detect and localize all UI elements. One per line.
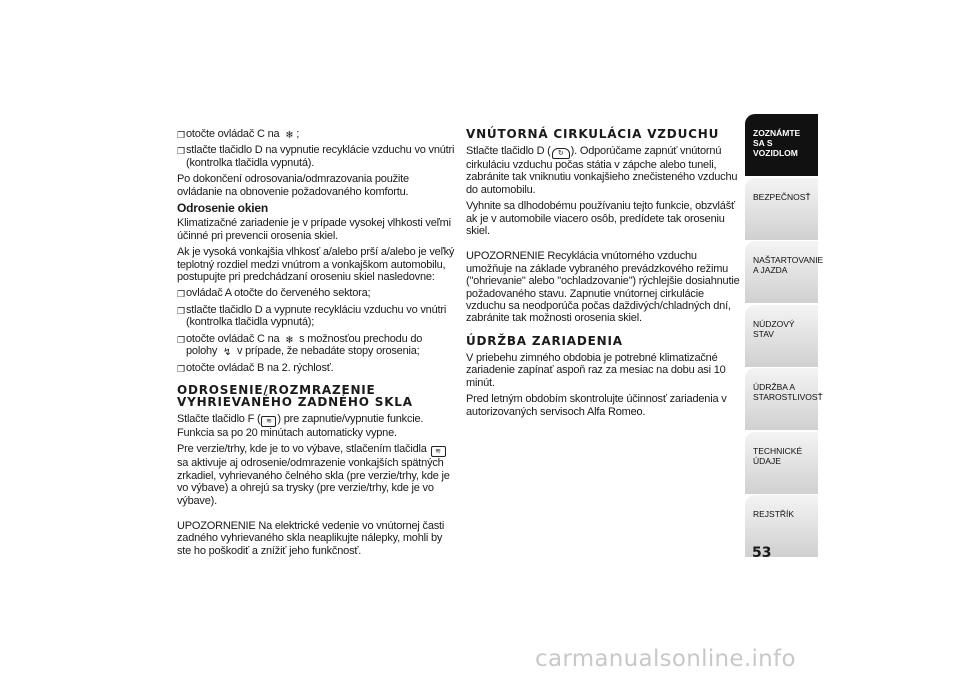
bullet-item: ❒ ovládač A otočte do červeného sektora; [177, 287, 371, 300]
windshield-defrost-icon: ❄ [285, 130, 294, 141]
section-heading: ÚDRŽBA ZARIADENIA [466, 333, 623, 348]
tab-udrzba[interactable]: ÚDRŽBA A STAROSTLIVOSŤ [745, 368, 818, 430]
tab-rejstrik[interactable]: REJSTŘÍK [745, 495, 818, 557]
rear-defrost-icon: ≋ [431, 446, 446, 457]
paragraph: V priebehu zimného obdobia je potrebné klimatizačné zariadenie zapínať aspoň raz za mesiac na dobu asi 10 minút. [466, 351, 726, 389]
checkbox-bullet-icon: ❒ [177, 146, 185, 157]
recirculation-icon: ↻ [552, 148, 570, 159]
bullet-item: ❒ otočte ovládač C na ❄ ; [177, 128, 300, 141]
bullet-item: ❒ stlačte tlačidlo D na vypnutie recyklácie vzduchu vo vnútri (kontrolka tlačidla vypnutá). [177, 144, 455, 169]
rear-defrost-icon: ≋ [261, 416, 276, 427]
chapter-tabs [745, 114, 824, 559]
tab-technicke-udaje[interactable]: TECHNICKÉ ÚDAJE [745, 432, 818, 494]
bullet-item: ❒ otočte ovládač C na ❄ s možnosťou prechodu do polohy ↯ v prípade, že nebadáte stopy orosenia; [177, 332, 423, 359]
section-heading: ODROSENIE/ROZMRAZENIE VYHRIEVANÉHO ZADNÉHO SKLA [177, 382, 413, 409]
paragraph: Vyhnite sa dlhodobému používaniu tejto funkcie, obzvlášť ak je v automobile viacero osôb, predídete tak oroseniu skiel. [466, 200, 735, 238]
watermark: carmanualsonline.info [535, 646, 796, 672]
paragraph: Pred letným obdobím skontrolujte účinnosť zariadenia v autorizovaných servisoch Alfa Romeo. [466, 393, 727, 418]
paragraph: Po dokončení odrosovania/odmrazovania použite ovládanie na obnovenie požadovaného komfortu. [177, 173, 409, 198]
tab-nudzovy-stav[interactable]: NÚDZOVÝ STAV [745, 305, 818, 367]
left-column [177, 128, 455, 561]
tab-nastartovanie[interactable]: NAŠTARTOVANIE A JAZDA [745, 241, 818, 303]
warning-paragraph: UPOZORNENIE Na elektrické vedenie vo vnútornej časti zadného vyhrievaného skla neaplikujte nálepky, mohli by ste ho poškodiť a znížiť jeho funkčnosť. [177, 519, 445, 557]
checkbox-bullet-icon: ❒ [177, 305, 185, 316]
subheading: Odrosenie okien [177, 201, 269, 216]
bullet-item: ❒ otočte ovládač B na 2. rýchlosť. [177, 361, 334, 374]
paragraph: Stlačte tlačidlo D ( ↻ ). Odporúčame zapnúť vnútornú cirkuláciu vzduchu počas státia v zápche alebo tuneli, zabránite tak vniknutiu vonkajšieho znečisteného vzduchu do automobilu. [466, 145, 738, 196]
page-number: 53 [752, 545, 772, 561]
right-column [466, 128, 744, 422]
checkbox-bullet-icon: ❒ [177, 334, 185, 345]
checkbox-bullet-icon: ❒ [177, 289, 185, 300]
paragraph: Ak je vysoká vonkajšia vlhkosť a/alebo prší a/alebo je veľký teplotný rozdiel medzi vnútrom a vonkajškom automobilu, postupujte pri predchádzaní oroseniu skiel nasledovne: [177, 246, 455, 284]
paragraph: Klimatizačné zariadenie je v prípade vysokej vlhkosti veľmi účinné pri prevencii orosenia skiel. [177, 217, 451, 242]
section-heading: VNÚTORNÁ CIRKULÁCIA VZDUCHU [466, 127, 720, 141]
bullet-item: ❒ stlačte tlačidlo D a vypnute recykláciu vzduchu vo vnútri (kontrolka tlačidla vypnutá); [177, 303, 447, 329]
paragraph: Stlačte tlačidlo F ( ≋ ) pre zapnutie/vypnutie funkcie. Funkcia sa po 20 minútach automaticky vypne. [177, 412, 424, 439]
checkbox-bullet-icon: ❒ [177, 130, 185, 140]
paragraph: Pre verzie/trhy, kde je to vo výbave, stlačením tlačidla ≋ sa aktivuje aj odrosenie/odmrazenie vonkajších spätných zrkadiel, vyhrievaného čelného skla (pre verzie/trhy, kde je vo výbave) a ohrejú sa trysky (pre verzie/trhy, kde je vo výbave). [177, 443, 450, 507]
tab-zoznamte-sa[interactable]: ZOZNÁMTE SA S VOZIDLOM [745, 114, 818, 176]
checkbox-bullet-icon: ❒ [177, 363, 185, 374]
windshield-defrost-icon: ❄ [285, 334, 294, 346]
tab-bezpecnost[interactable]: BEZPEČNOSŤ [745, 178, 818, 240]
warning-paragraph: UPOZORNENIE Recyklácia vnútorného vzduchu umožňuje na základe vybraného prevádzkového režimu ("ohrievanie" alebo "ochladzovanie") rýchlejšie dosiahnutie požadovaného stavu. Zapnutie vnútornej cirkulácie vzduchu sa neodporúča počas daždivých/chladných dní, zabránite tak možnosti orosenia skiel. [466, 250, 740, 325]
feet-windshield-icon: ↯ [222, 347, 232, 359]
